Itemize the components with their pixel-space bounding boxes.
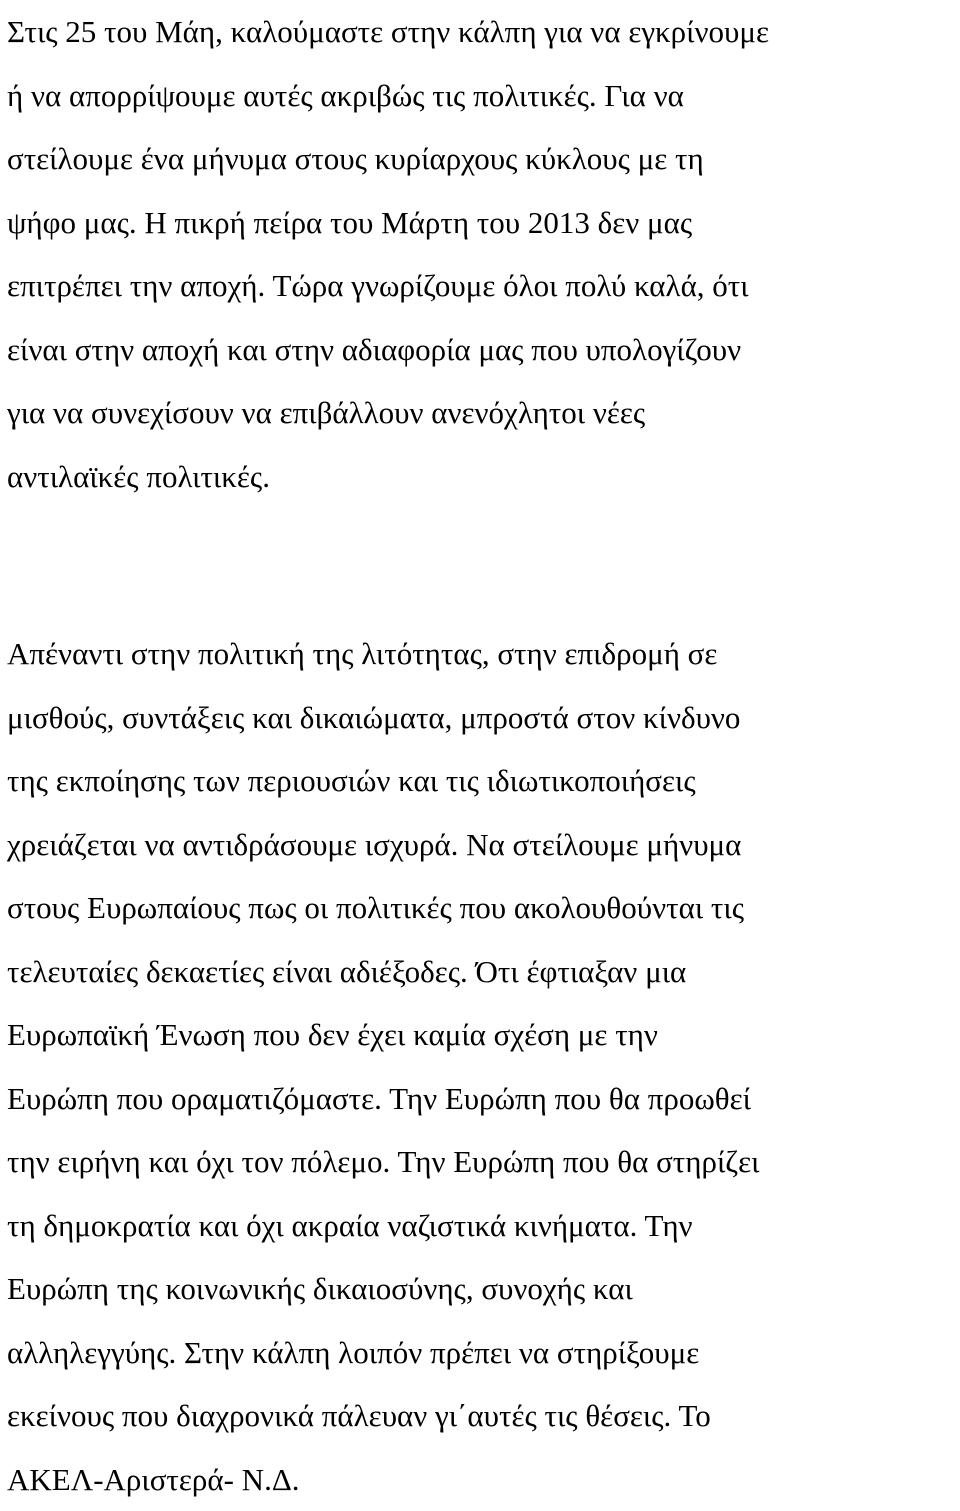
text-line: τη δημοκρατία και όχι ακραία ναζιστικά κινήματα. Την <box>7 1194 957 1258</box>
text-line: μισθούς, συντάξεις και δικαιώματα, μπροστά στον κίνδυνο <box>7 686 957 750</box>
text-line: την ειρήνη και όχι τον πόλεμο. Την Ευρώπη που θα στηρίζει <box>7 1130 957 1194</box>
text-line: Απέναντι στην πολιτική της λιτότητας, στην επιδρομή σε <box>7 622 957 686</box>
text-line: τελευταίες δεκαετίες είναι αδιέξοδες. Ότι έφτιαξαν μια <box>7 940 957 1004</box>
text-line: Στις 25 του Μάη, καλούμαστε στην κάλπη για να εγκρίνουμε <box>7 0 957 64</box>
text-line: αντιλαϊκές πολιτικές. <box>7 445 957 509</box>
text-line: Ευρωπαϊκή Ένωση που δεν έχει καμία σχέση με την <box>7 1003 957 1067</box>
text-line: Ευρώπη που οραματιζόμαστε. Την Ευρώπη που θα προωθεί <box>7 1067 957 1131</box>
text-line: για να συνεχίσουν να επιβάλλουν ανενόχλητοι νέες <box>7 381 957 445</box>
text-line: στείλουμε ένα μήνυμα στους κυρίαρχους κύκλους με τη <box>7 127 957 191</box>
text-line: Ευρώπη της κοινωνικής δικαιοσύνης, συνοχής και <box>7 1257 957 1321</box>
text-line: εκείνους που διαχρονικά πάλευαν γι΄αυτές τις θέσεις. Το <box>7 1384 957 1448</box>
paragraph-1 <box>7 0 957 508</box>
paragraph-2 <box>7 622 957 1511</box>
text-line: ψήφο μας. Η πικρή πείρα του Μάρτη του 2013 δεν μας <box>7 191 957 255</box>
text-line: επιτρέπει την αποχή. Τώρα γνωρίζουμε όλοι πολύ καλά, ότι <box>7 254 957 318</box>
text-line: αλληλεγγύης. Στην κάλπη λοιπόν πρέπει να στηρίξουμε <box>7 1321 957 1385</box>
text-line: χρειάζεται να αντιδράσουμε ισχυρά. Να στείλουμε μήνυμα <box>7 813 957 877</box>
text-line: στους Ευρωπαίους πως οι πολιτικές που ακολουθούνται τις <box>7 876 957 940</box>
text-line: ή να απορρίψουμε αυτές ακριβώς τις πολιτικές. Για να <box>7 64 957 128</box>
text-line: της εκποίησης των περιουσιών και τις ιδιωτικοποιήσεις <box>7 749 957 813</box>
text-line: ΑΚΕΛ-Αριστερά- Ν.Δ. <box>7 1448 957 1511</box>
text-line: είναι στην αποχή και στην αδιαφορία μας που υπολογίζουν <box>7 318 957 382</box>
